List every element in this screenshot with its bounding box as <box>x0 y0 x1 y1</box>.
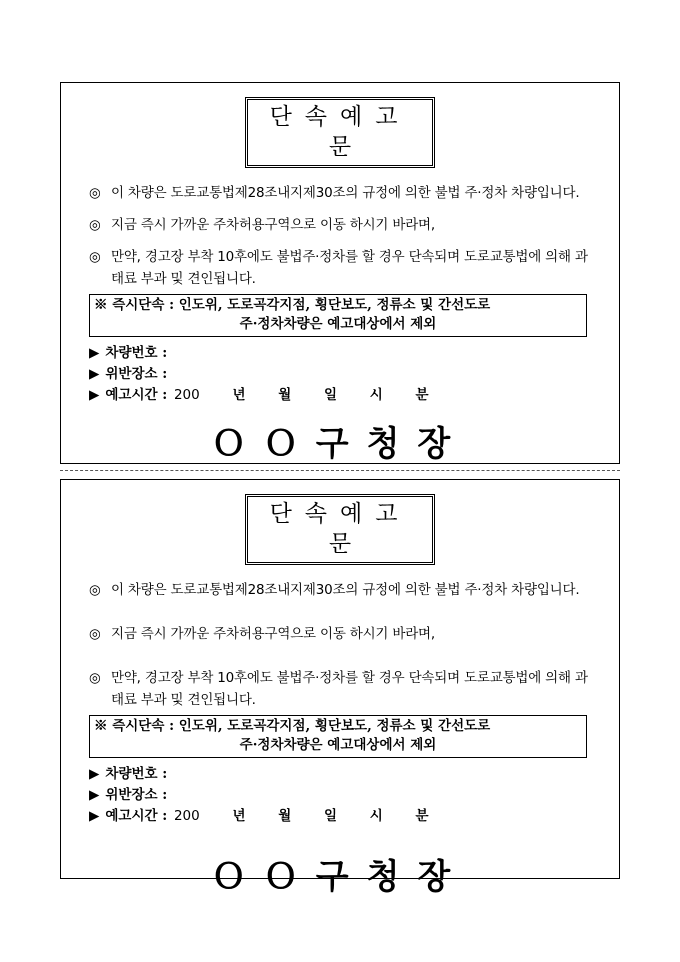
cut-line <box>60 470 620 471</box>
notice-card-2 <box>60 479 620 897</box>
paragraph-text: 이 차량은 도로교통법제28조내지제30조의 규정에 의한 불법 주·정차 차량입니다. <box>111 185 580 201</box>
hour-unit: 시 <box>369 387 383 403</box>
triangle-right-icon: ▶ <box>89 787 100 803</box>
vehicle-number-label: 차량번호 : <box>105 345 168 361</box>
day-unit: 일 <box>323 387 337 403</box>
violation-location-field <box>89 364 619 385</box>
vehicle-number-label: 차량번호 : <box>105 766 168 782</box>
notice-paragraph-1 <box>89 579 597 601</box>
notice-paragraph-1 <box>89 182 597 204</box>
immediate-enforcement-box <box>89 715 587 758</box>
paragraph-text: 만약, 경고장 부착 10후에도 불법주·정차를 할 경우 단속되며 도로교통법에 의해 과태료 부과 및 견인됩니다. <box>111 249 588 287</box>
double-circle-icon: ◎ <box>89 582 101 598</box>
hour-unit: 시 <box>369 808 383 824</box>
year-prefix: 200 <box>173 808 200 824</box>
double-circle-icon: ◎ <box>89 626 101 642</box>
minute-unit: 분 <box>415 387 429 403</box>
month-unit: 월 <box>278 387 292 403</box>
notice-title: 단속예고문 <box>245 97 434 168</box>
notice-time-label: 예고시간 : <box>105 387 168 403</box>
triangle-right-icon: ▶ <box>89 766 100 782</box>
warning-line-2: 주·정차차량은 예고대상에서 제외 <box>239 316 437 332</box>
district-chief-signature: ＯＯ구청장 <box>211 424 469 464</box>
notice-paragraph-2 <box>89 214 597 236</box>
notice-time-field <box>89 806 619 827</box>
double-circle-icon: ◎ <box>89 217 101 233</box>
triangle-right-icon: ▶ <box>89 808 100 824</box>
violation-location-field <box>89 785 619 806</box>
notice-title: 단속예고문 <box>245 494 434 565</box>
district-chief-signature: ＯＯ구청장 <box>211 857 469 897</box>
notice-time-field <box>89 385 619 406</box>
notice-paragraph-3 <box>89 246 597 290</box>
paragraph-text: 이 차량은 도로교통법제28조내지제30조의 규정에 의한 불법 주·정차 차량입니다. <box>111 582 580 598</box>
notice-paragraph-2 <box>89 623 597 645</box>
warning-line-1: ※ 즉시단속 : 인도위, 도로곡각지점, 횡단보도, 정류소 및 간선도로 <box>94 718 491 734</box>
vehicle-number-field <box>89 343 619 364</box>
day-unit: 일 <box>323 808 337 824</box>
double-circle-icon: ◎ <box>89 249 101 265</box>
paragraph-text: 지금 즉시 가까운 주차허용구역으로 이동 하시기 바라며, <box>111 217 435 233</box>
immediate-enforcement-box <box>89 294 587 337</box>
paragraph-text: 만약, 경고장 부착 10후에도 불법주·정차를 할 경우 단속되며 도로교통법에 의해 과태료 부과 및 견인됩니다. <box>111 670 588 708</box>
year-prefix: 200 <box>173 387 200 403</box>
double-circle-icon: ◎ <box>89 670 101 686</box>
notice-paragraph-3 <box>89 667 597 711</box>
notice-title-wrap <box>61 97 619 168</box>
double-circle-icon: ◎ <box>89 185 101 201</box>
triangle-right-icon: ▶ <box>89 345 100 361</box>
month-unit: 월 <box>278 808 292 824</box>
notice-card-1 <box>60 82 620 464</box>
warning-line-1: ※ 즉시단속 : 인도위, 도로곡각지점, 횡단보도, 정류소 및 간선도로 <box>94 297 491 313</box>
warning-line-2: 주·정차차량은 예고대상에서 제외 <box>239 737 437 753</box>
notice-time-label: 예고시간 : <box>105 808 168 824</box>
violation-location-label: 위반장소 : <box>105 366 168 382</box>
triangle-right-icon: ▶ <box>89 366 100 382</box>
violation-location-label: 위반장소 : <box>105 787 168 803</box>
triangle-right-icon: ▶ <box>89 387 100 403</box>
year-unit: 년 <box>232 808 246 824</box>
minute-unit: 분 <box>415 808 429 824</box>
year-unit: 년 <box>232 387 246 403</box>
vehicle-number-field <box>89 764 619 785</box>
paragraph-text: 지금 즉시 가까운 주차허용구역으로 이동 하시기 바라며, <box>111 626 435 642</box>
notice-title-wrap <box>61 494 619 565</box>
